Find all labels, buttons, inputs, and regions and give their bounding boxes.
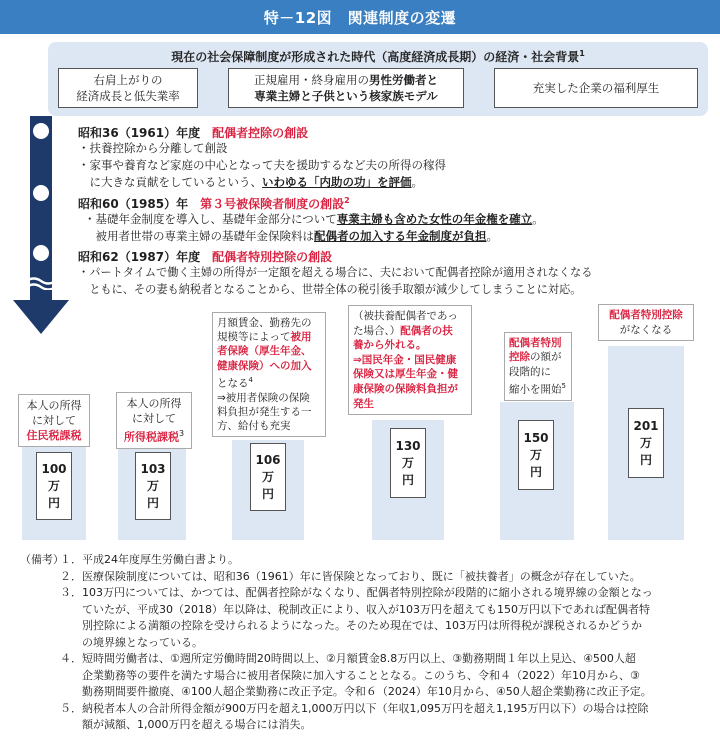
stage-1961-heading: 昭和36（1961）年度 配偶者控除の創設	[78, 126, 309, 140]
note-item: （備考） １． 平成24年度厚生労働白書より。	[20, 553, 239, 566]
note-item: ４． 短時間労働者は、①週所定労働時間20時間以上、②月額賃金8.8万円以上、③勤務期間１年以上見込、④500人超 企業勤務等の要件を満たす場合に被用者保険に加入することとなる。このうち、令和４（2022）年10月から、③ 勤務期間要件撤廃、④100人超企業勤務に改正予定。令和６（2024）年10月から、④50人超企業勤務に改正予定。	[60, 652, 652, 698]
threshold-label-100: 本人の所得 に対して 住民税課税	[18, 394, 90, 447]
stage-1961-bullet: に大きな貢献をしているという、いわゆる「内助の功」を評価。	[78, 175, 423, 189]
threshold-label-201: 配偶者特別控除 がなくなる	[598, 304, 694, 341]
era-panel-title: 現在の社会保障制度が形成された時代（高度経済成長期）の経済・社会背景$^1$	[171, 49, 585, 64]
threshold-label-103: 本人の所得 に対して 所得税課税$^3$	[116, 392, 192, 449]
stage-1961-bullet: ・扶養控除から分離して創設	[78, 141, 228, 155]
timeline-dot	[33, 245, 49, 261]
stage-1987-bullet: ・パートタイムで働く主婦の所得が一定額を超える場合に、夫において配偶者控除が適用されなくなる	[78, 266, 593, 279]
threshold-label-106: 月額賃金、勤務先の 規模等によって被用 者保険（厚生年金、 健康保険）への加入 となる$^4$ ⇒被用者保険の保険 料負担が発生する一 方、給付も充実	[212, 312, 326, 437]
era-card-welfare: 充実した企業の福利厚生	[494, 68, 698, 108]
timeline-dot	[33, 185, 49, 201]
timeline-arrow-icon	[13, 300, 69, 334]
stage-1987-bullet: ともに、その妻も納税者となることから、世帯全体の税引後手取額が減少してしまうことに対応。	[78, 283, 582, 296]
stage-1961-bullet: ・家事や養育など家庭の中心となって夫を援助するなど夫の所得の稼得	[78, 158, 446, 172]
timeline-bar	[30, 116, 52, 300]
threshold-amount-201: 201 万 円	[628, 408, 664, 478]
era-card-economy: 右肩上がりの 経済成長と低失業率	[58, 68, 198, 108]
threshold-amount-103: 103 万 円	[135, 452, 171, 520]
threshold-label-130: （被扶養配偶者であっ た場合、）配偶者の扶 養から外れる。 ⇒国民年金・国民健康 保険又は厚生年金・健 康保険の保険料負担が 発生	[348, 305, 472, 415]
wavy-break-icon	[24, 276, 58, 290]
timeline-dot	[33, 123, 49, 139]
note-item: ３． 103万円については、かつては、配偶者控除がなくなり、配偶者特別控除が段階的に縮小される境界線の金額となっ ていたが、平成30（2018）年以降は、税制改正により、収入が103万円を超えても150万円以下であれば配偶者特 別控除による満額の控除を受けられるようになった。そのため現在では、103万円は所得税が課税されるかどうか の境界線となっている。	[60, 586, 653, 649]
stage-1987-heading: 昭和62（1987）年度 配偶者特別控除の創設	[78, 250, 333, 264]
threshold-amount-106: 106 万 円	[250, 443, 286, 511]
threshold-amount-100: 100 万 円	[36, 452, 72, 520]
stage-1985-bullet: ・基礎年金制度を導入し、基礎年金部分について専業主婦も含めた女性の年金権を確立。	[84, 212, 544, 226]
threshold-amount-150: 150 万 円	[518, 420, 554, 490]
threshold-label-150: 配偶者特別 控除の額が 段階的に 縮小を開始$^5$	[504, 332, 572, 401]
era-card-family-model: 正規雇用・終身雇用の男性労働者と 専業主婦と子供という核家族モデル	[228, 68, 464, 108]
note-item: ５． 納税者本人の合計所得金額が900万円を超え1,000万円以下（年収1,095万円を超え1,195万円以下）の場合は控除 額が減額、1,000万円を超える場合には消失。	[60, 701, 649, 731]
figure-title: 特－12図 関連制度の変遷	[0, 0, 720, 34]
stage-1985-heading: 昭和60（1985）年 第３号被保険者制度の創設$^2$	[78, 196, 350, 211]
notes-section	[20, 552, 712, 734]
note-item: ２． 医療保険制度については、昭和36（1961）年に皆保険となっており、既に「被扶養者」の概念が存在していた。	[60, 569, 641, 583]
threshold-amount-130: 130 万 円	[390, 428, 426, 498]
stage-1985-bullet: 被用者世帯の専業主婦の基礎年金保険料は配偶者の加入する年金制度が負担。	[84, 229, 498, 243]
